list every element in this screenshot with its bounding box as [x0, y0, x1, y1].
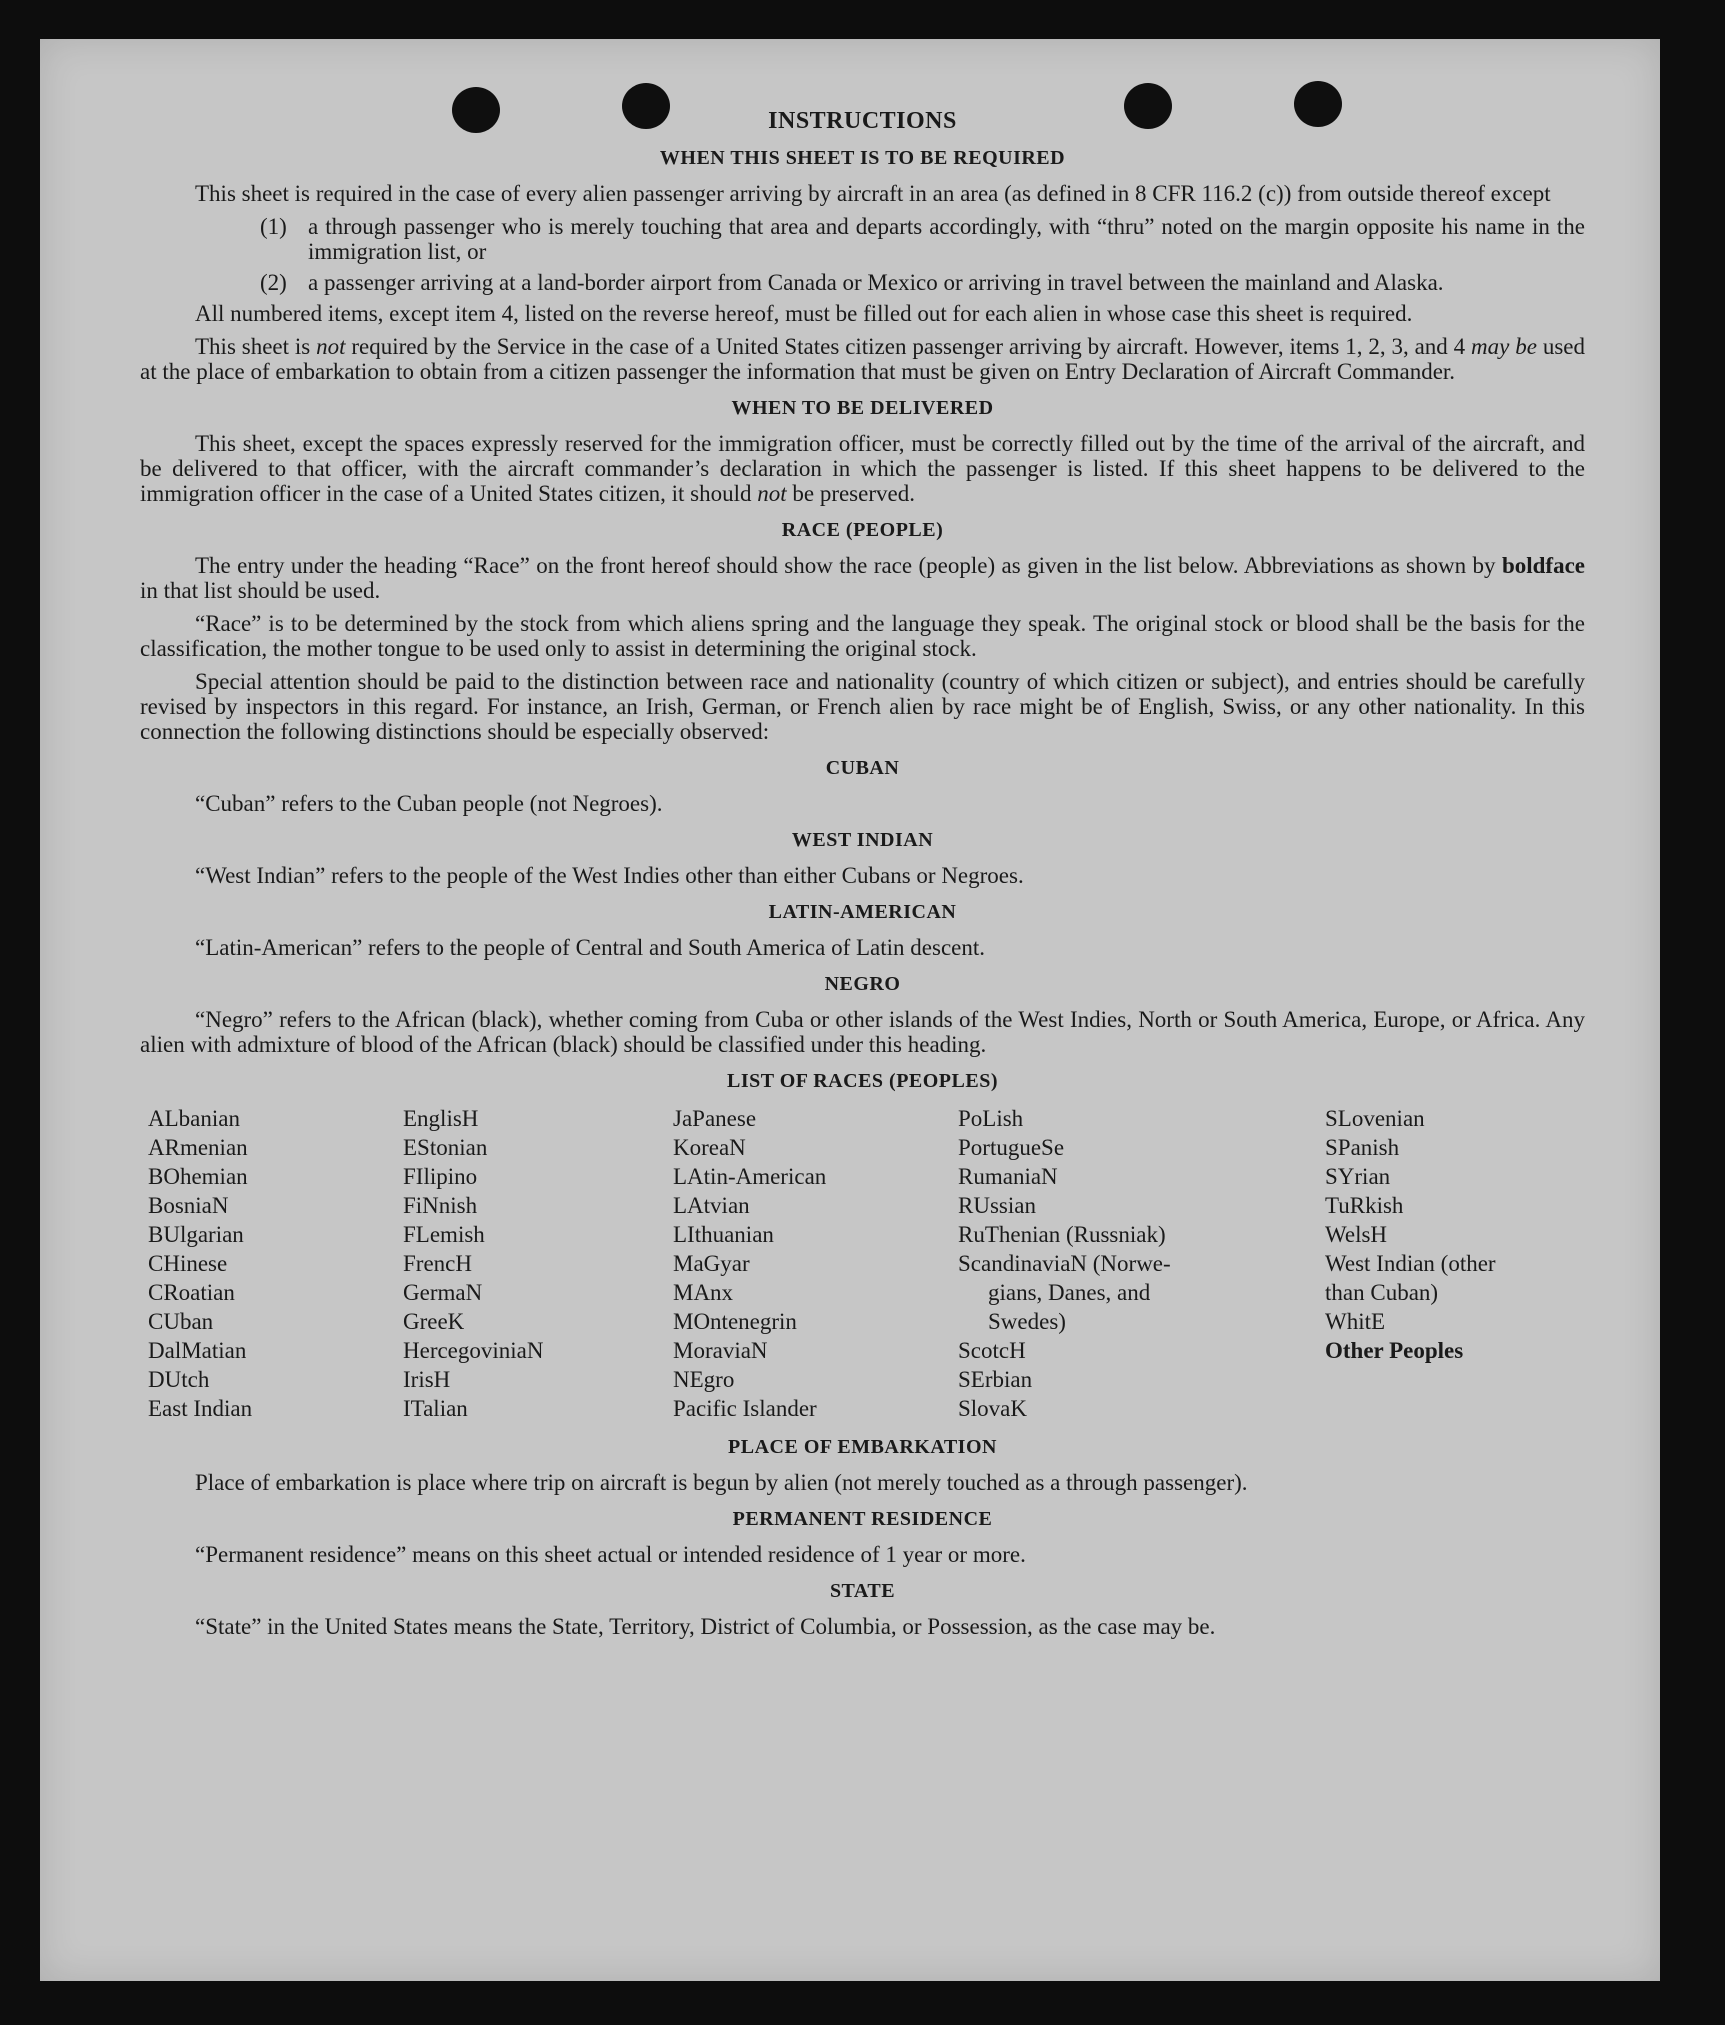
race-entry: MoraviaN [673, 1338, 768, 1363]
race-entry: BosniaN [148, 1193, 229, 1218]
paragraph: “Latin-American” refers to the people of Central and South America of Latin descent. [195, 935, 985, 960]
race-entry: SlovaK [958, 1396, 1027, 1421]
paragraph: “Race” is to be determined by the stock from which aliens spring and the language they speak. The original stock or blood shall be the basis for the classification, the mother tongue to be used only to assist in determining the original stock. [140, 611, 1585, 661]
race-entry: RuThenian (Russniak) [958, 1222, 1166, 1247]
race-entry: GreeK [403, 1309, 465, 1334]
paragraph: “West Indian” refers to the people of the West Indies other than either Cubans or Negroes. [195, 863, 1024, 888]
section-heading: WEST INDIAN [791, 829, 934, 851]
paragraph: “Cuban” refers to the Cuban people (not Negroes). [195, 791, 663, 816]
list-item [140, 270, 1585, 295]
section-heading: LATIN-AMERICAN [768, 901, 957, 923]
race-entry: LAtin-American [673, 1164, 827, 1189]
text-run: used at the place of embarkation to obtain from a citizen passenger the information that must be given on Entry Declaration of Aircraft Commander. [140, 334, 1585, 384]
text-run: The entry under the heading “Race” on the front hereof should show the race (people) as given in the list below. Abbreviations as shown by [195, 553, 1502, 578]
race-entry: West Indian (other [1325, 1251, 1496, 1276]
race-entry: HercegoviniaN [403, 1338, 544, 1363]
section-heading: RACE (PEOPLE) [781, 519, 944, 541]
section-heading: PLACE OF EMBARKATION [728, 1436, 997, 1458]
race-entry: DalMatian [148, 1338, 247, 1363]
section-heading: CUBAN [825, 757, 900, 779]
race-entry: ScotcH [958, 1338, 1026, 1363]
item-number: (2) [260, 270, 287, 295]
text-run: in that list should be used. [140, 578, 381, 603]
race-entry: IrisH [403, 1367, 451, 1392]
italic-text: may be [1471, 334, 1537, 359]
text-run: This sheet is [195, 334, 317, 359]
race-entry: EStonian [403, 1135, 488, 1160]
race-entry: GermaN [403, 1280, 483, 1305]
document-sheet [40, 39, 1660, 1981]
paragraph: “Negro” refers to the African (black), whether coming from Cuba or other islands of the West Indies, North or South America, Europe, or Africa. Any alien with admixture of blood of the African (black) should be classified under this heading. [140, 1007, 1585, 1057]
text-run: This sheet, except the spaces expressly reserved for the immigration officer, must be correctly filled out by the time of the arrival of the aircraft, and be delivered to that officer, with the aircraft commander’s declaration in which the passenger is listed. If this sheet happens to be delivered to the immigration officer in the case of a United States citizen, it should [140, 431, 1585, 506]
race-entry: MAnx [673, 1280, 734, 1305]
race-entry: CUban [148, 1309, 214, 1334]
list-item [140, 214, 1585, 264]
text-run: required by the Service in the case of a United States citizen passenger arriving by aircraft. However, items 1, 2, 3, and 4 [345, 334, 1472, 359]
race-entry: WelsH [1325, 1222, 1388, 1247]
paragraph: “Permanent residence” means on this sheet actual or intended residence of 1 year or more. [195, 1542, 1026, 1567]
item-text: a through passenger who is merely touching that area and departs accordingly, with “thru” noted on the margin opposite his name in the immigration list, or [308, 214, 1585, 264]
page-title: INSTRUCTIONS [768, 108, 957, 134]
race-entry: Other Peoples [1325, 1338, 1464, 1363]
race-entry: LIthuanian [673, 1222, 774, 1247]
paragraph [140, 334, 1585, 384]
race-entry: SLovenian [1325, 1106, 1425, 1131]
item-number: (1) [260, 214, 287, 239]
paragraph: “State” in the United States means the State, Territory, District of Columbia, or Possession, as the case may be. [195, 1614, 1216, 1639]
race-entry: JaPanese [673, 1106, 757, 1131]
race-list [140, 1104, 1585, 1423]
race-entry: FrencH [403, 1251, 472, 1276]
bold-text: boldface [1501, 553, 1585, 578]
race-column [673, 1104, 958, 1423]
section-heading: NEGRO [824, 973, 901, 995]
race-entry: WhitE [1325, 1309, 1386, 1334]
race-entry: ALbanian [148, 1106, 240, 1131]
race-entry: DUtch [148, 1367, 210, 1392]
race-entry: FiNnish [403, 1193, 478, 1218]
race-column [1325, 1104, 1585, 1423]
race-entry: MaGyar [673, 1251, 750, 1276]
race-entry: EnglisH [403, 1106, 479, 1131]
race-entry: ITalian [403, 1396, 468, 1421]
race-entry: RUssian [958, 1193, 1036, 1218]
race-entry: PoLish [958, 1106, 1024, 1131]
paragraph: Place of embarkation is place where trip on aircraft is begun by alien (not merely touched as a through passenger). [195, 1470, 1248, 1495]
section-heading: STATE [829, 1580, 896, 1602]
race-entry: FIlipino [403, 1164, 478, 1189]
race-column [403, 1104, 673, 1423]
item-text: a passenger arriving at a land-border airport from Canada or Mexico or arriving in travel between the mainland and Alaska. [308, 270, 1444, 295]
race-entry: Swedes) [988, 1309, 1066, 1334]
paragraph [140, 431, 1585, 506]
paragraph: Special attention should be paid to the distinction between race and nationality (country of which citizen or subject), and entries should be carefully revised by inspectors in this regard. For instance, an Irish, German, or French alien by race might be of English, Swiss, or any other nationality. In this connection the following distinctions should be especially observed: [140, 669, 1585, 744]
race-entry: NEgro [673, 1367, 735, 1392]
italic-text: not [757, 481, 787, 506]
race-entry: RumaniaN [958, 1164, 1058, 1189]
instructions-content [140, 109, 1585, 1647]
race-entry: PortugueSe [958, 1135, 1065, 1160]
paragraph: All numbered items, except item 4, listed on the reverse hereof, must be filled out for each alien in whose case this sheet is required. [195, 301, 1413, 326]
race-entry: CRoatian [148, 1280, 235, 1305]
race-column [140, 1104, 403, 1423]
section-heading: WHEN THIS SHEET IS TO BE REQUIRED [659, 147, 1066, 169]
race-entry: CHinese [148, 1251, 228, 1276]
italic-text: not [316, 334, 346, 359]
race-entry: SPanish [1325, 1135, 1400, 1160]
race-entry: than Cuban) [1325, 1280, 1439, 1305]
race-entry: LAtvian [673, 1193, 750, 1218]
race-entry: Pacific Islander [673, 1396, 817, 1421]
race-column [958, 1104, 1325, 1423]
race-entry: ARmenian [148, 1135, 248, 1160]
race-entry: East Indian [148, 1396, 253, 1421]
race-entry: FLemish [403, 1222, 485, 1247]
race-entry: ScandinaviaN (Norwe- [958, 1251, 1171, 1276]
race-entry: SYrian [1325, 1164, 1391, 1189]
paragraph [140, 553, 1585, 603]
race-entry: SErbian [958, 1367, 1033, 1392]
paragraph: This sheet is required in the case of every alien passenger arriving by aircraft in an area (as defined in 8 CFR 116.2 (c)) from outside thereof except [195, 181, 1551, 206]
section-heading: WHEN TO BE DELIVERED [731, 397, 994, 419]
section-heading: PERMANENT RESIDENCE [732, 1508, 993, 1530]
race-entry: BOhemian [148, 1164, 248, 1189]
race-entry: gians, Danes, and [988, 1280, 1151, 1305]
race-entry: KoreaN [673, 1135, 746, 1160]
section-heading: LIST OF RACES (PEOPLES) [726, 1070, 998, 1092]
race-entry: BUlgarian [148, 1222, 244, 1247]
race-entry: MOntenegrin [673, 1309, 797, 1334]
race-entry: TuRkish [1325, 1193, 1404, 1218]
text-run: be preserved. [786, 481, 915, 506]
